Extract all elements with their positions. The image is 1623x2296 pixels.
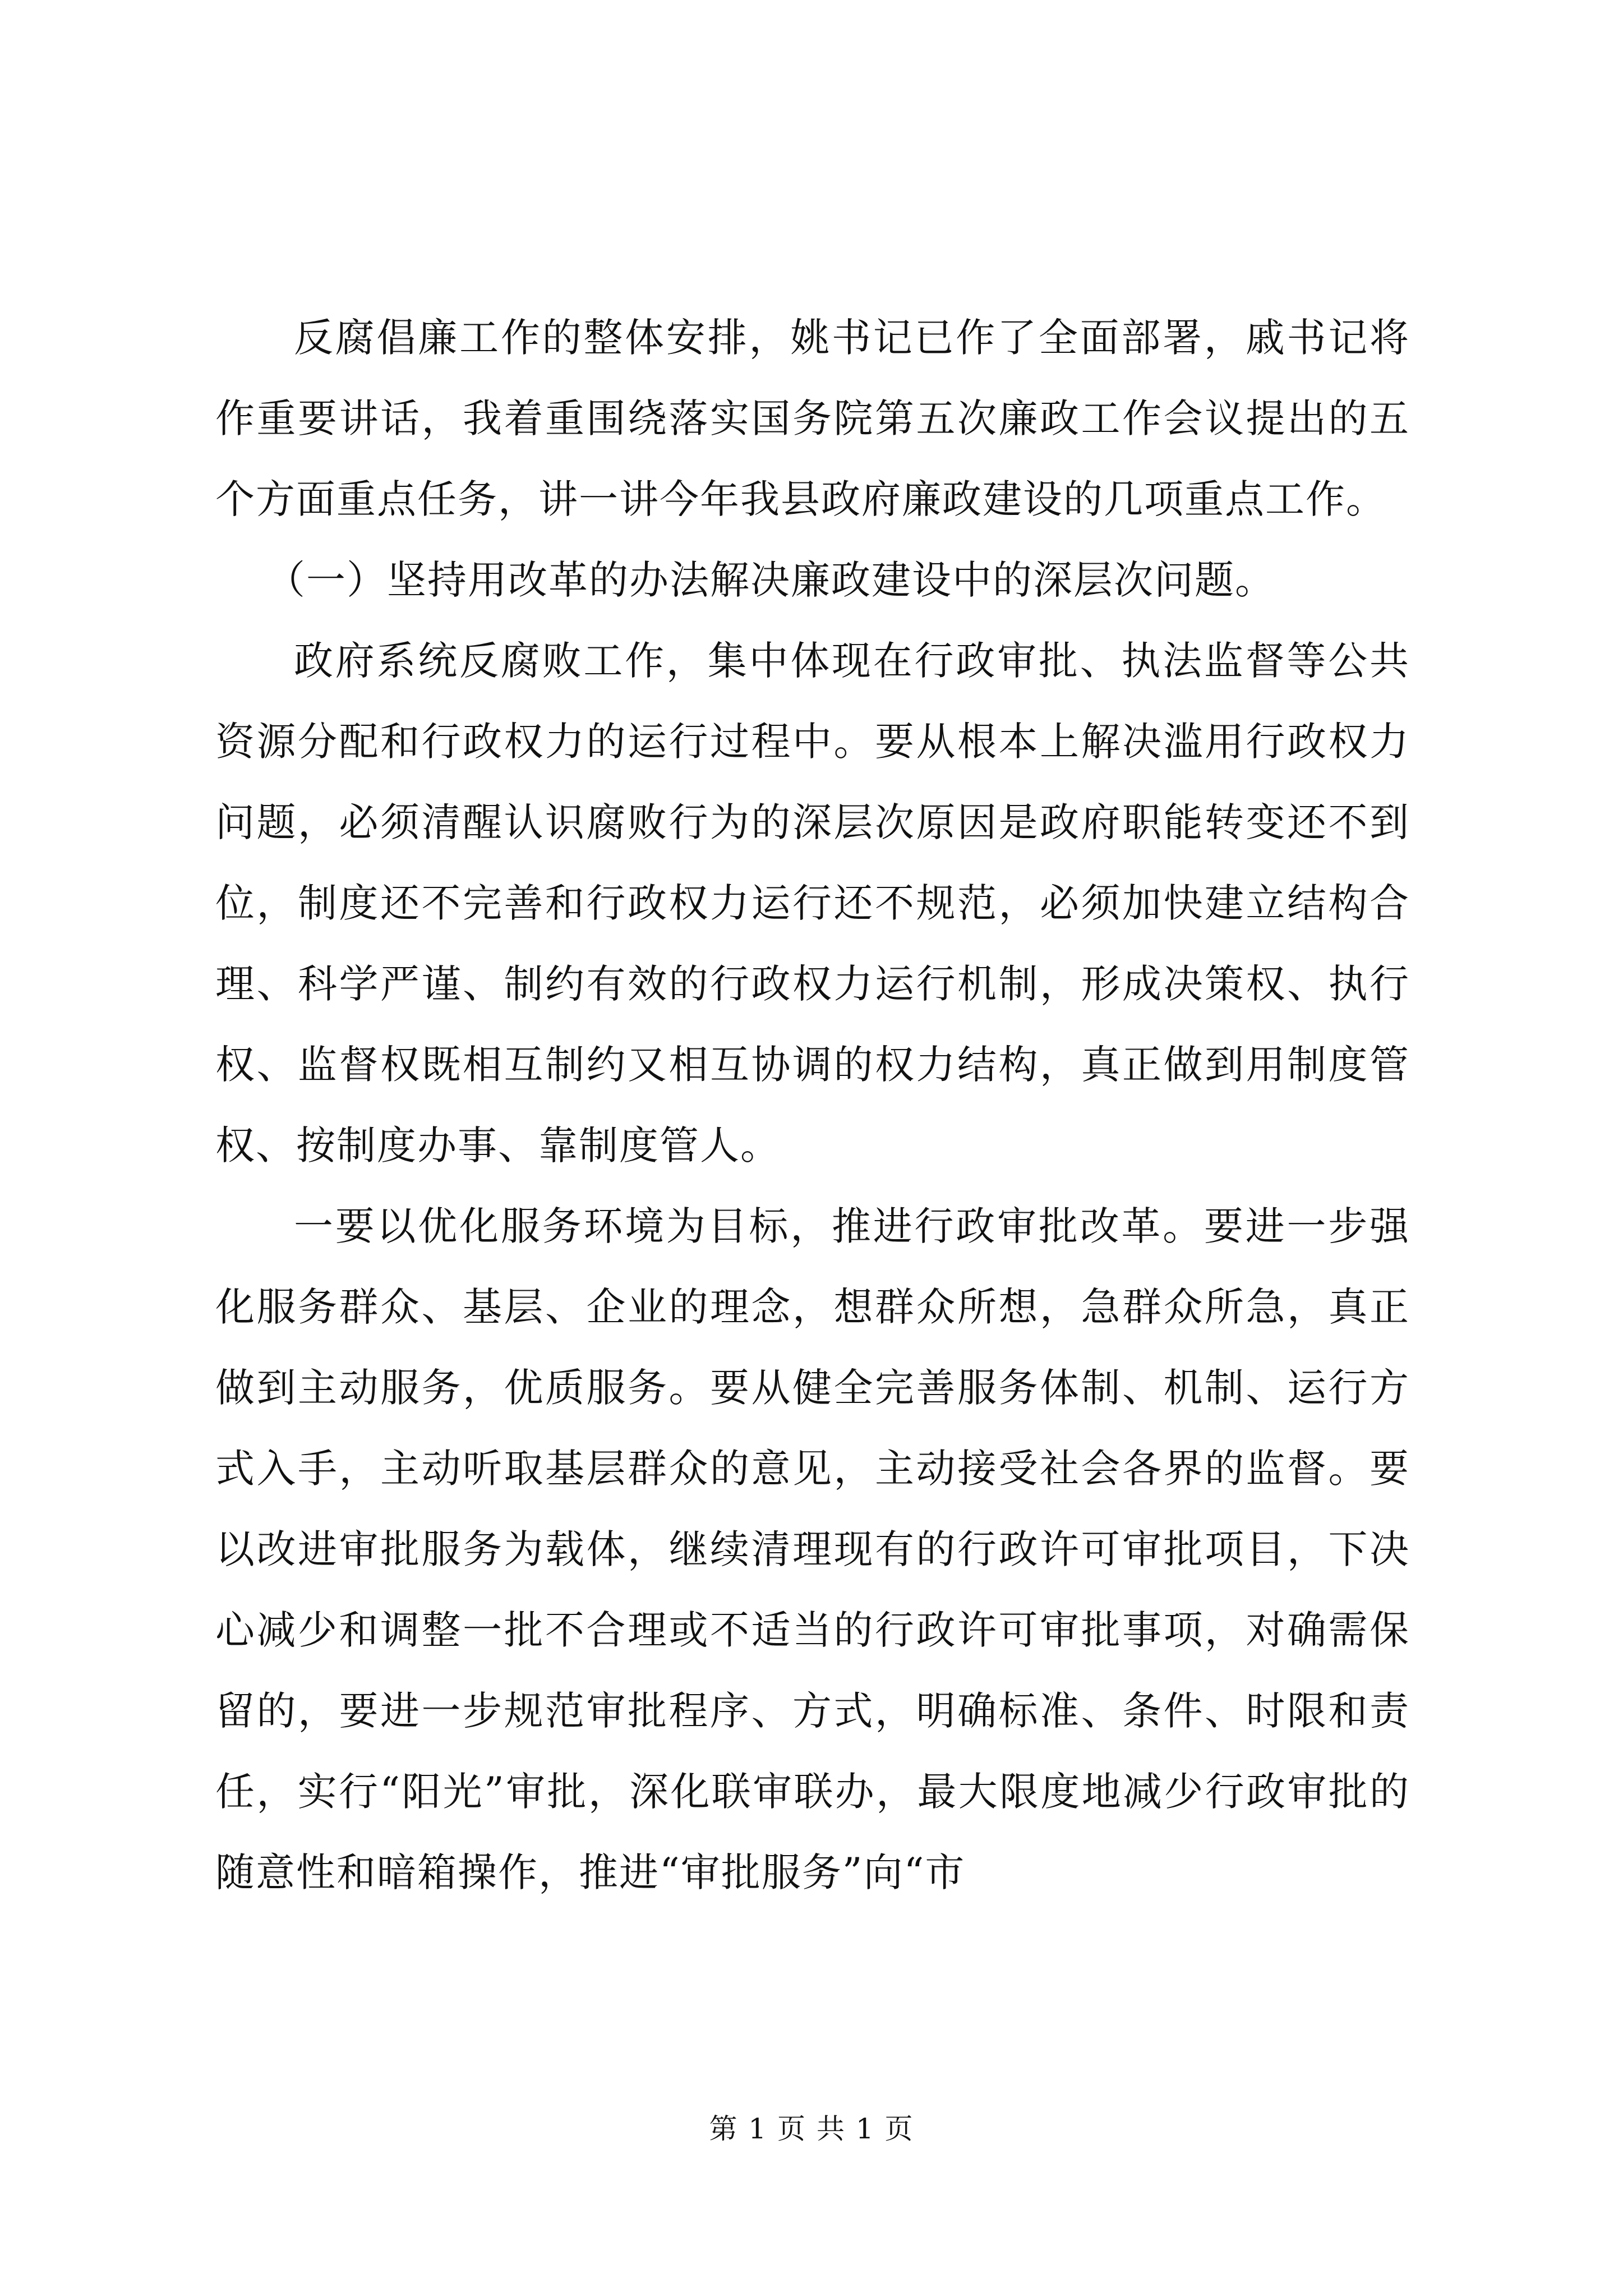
paragraph-government-anticorruption: 政府系统反腐败工作，集中体现在行政审批、执法监督等公共资源分配和行政权力的运行过程中。要从根本上解决滥用行政权力问题，必须清醒认识腐败行为的深层次原因是政府职能转变还不到位，制度还不完善和行政权力运行还不规范，必须加快建立结构合理、科学严谨、制约有效的行政权力运行机制，形成决策权、执行权、监督权既相互制约又相互协调的权力结构，真正做到用制度管权、按制度办事、靠制度管人。 <box>215 638 1410 1168</box>
paragraph-intro: 反腐倡廉工作的整体安排，姚书记已作了全面部署，戚书记将作重要讲话，我着重围绕落实国务院第五次廉政工作会议提出的五个方面重点任务，讲一讲今年我县政府廉政建设的几项重点工作。 <box>215 315 1410 522</box>
section-heading: （一）坚持用改革的办法解决廉政建设中的深层次问题。 <box>266 557 1275 603</box>
page-footer: 第 1 页 共 1 页 <box>709 2113 914 2145</box>
paragraph-administrative-approval: 一要以优化服务环境为目标，推进行政审批改革。要进一步强化服务群众、基层、企业的理念，想群众所想，急群众所急，真正做到主动服务，优质服务。要从健全完善服务体制、机制、运行方式入手，主动听取基层群众的意见，主动接受社会各界的监督。要以改进审批服务为载体，继续清理现有的行政许可审批项目，下决心减少和调整一批不合理或不适当的行政许可审批事项，对确需保留的，要进一步规范审批程序、方式，明确标准、条件、时限和责任，实行“阳光”审批，深化联审联办，最大限度地减少行政审批的随意性和暗箱操作，推进“审批服务”向“市 <box>215 1203 1410 1895</box>
document-body <box>215 297 1410 1913</box>
